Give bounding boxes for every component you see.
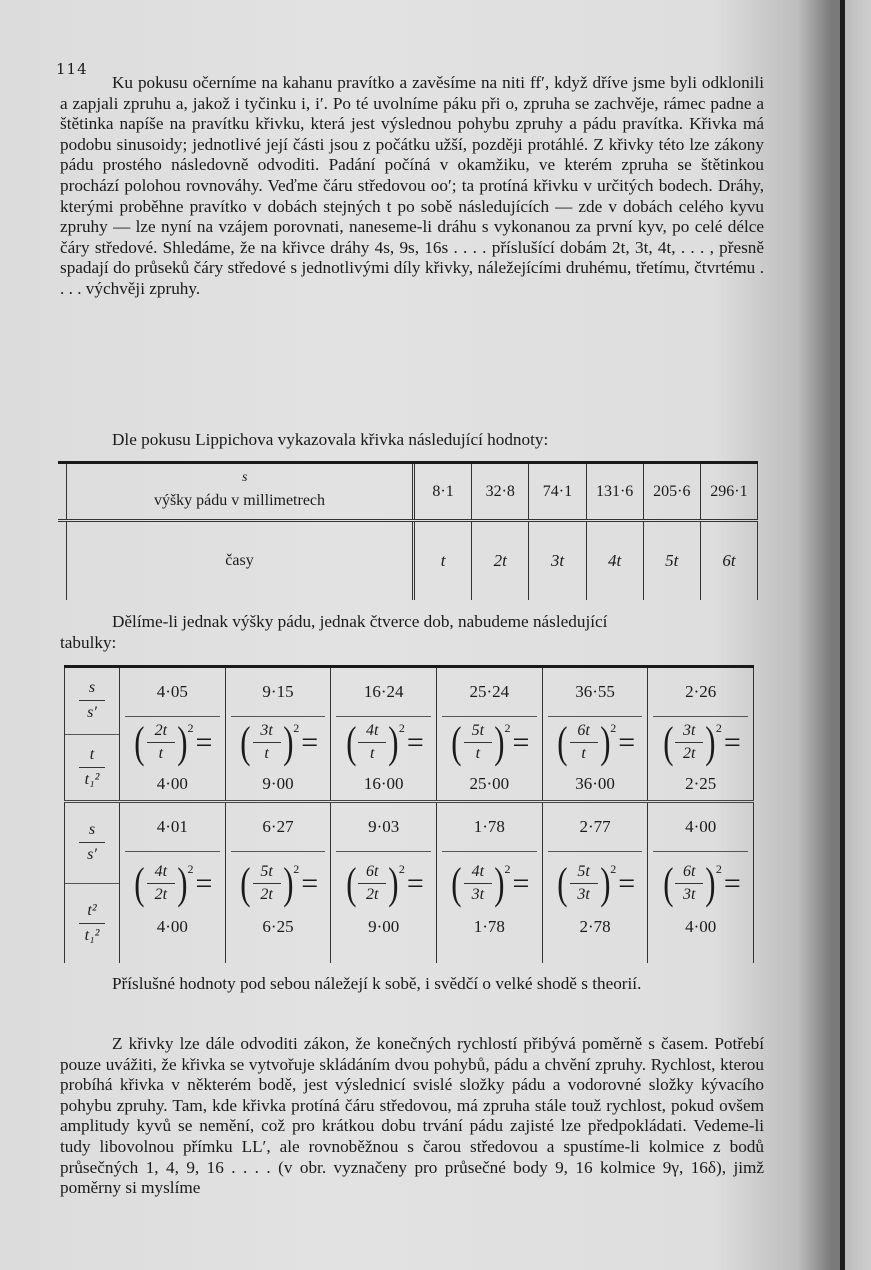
squared-fraction: ( 4t 2t ) 2 =	[134, 858, 213, 908]
fraction-denominator: s′	[87, 846, 97, 864]
squared-fraction: ( 4t t ) 2 =	[345, 717, 424, 767]
result-value: 2·78	[579, 917, 611, 936]
table-column	[648, 668, 754, 800]
result-value: 36·00	[575, 774, 615, 793]
ratio-value: 1·78	[442, 803, 537, 852]
paragraph-text: Z křivky lze dále odvoditi zákon, že konečných rychlostí přibývá poměrně s časem. Potřebí pouze uvážiti, že křivka se vytvořuje skládáním dvou pohybů, pádu a chvění zpruhy. Rychlost, kterou probíhá křivka v některém bodě, jest výslednicí svislé složky pádu a vodorovné složky kývacího pohybu zpruhy. Tam, kde křivka protíná čáru středovou, má zpruha stále touž rychlost, pokud ovšem amplitudy kyvů se nemění, což pro krátkou dobu trvání pádu zajisté lze předpokládati. Vedeme-li tudy libovolnou přímku LL′, ale rovnoběžnou s čarou středovou a spustíme-li kolmice z bodů průsečných 1, 4, 9, 16 . . . . (v obr. vyznačeny pro průsečné body 9, 16 kolmice 9γ, 16δ), jimž poměrny si myslíme	[60, 1034, 764, 1198]
table-block-1	[64, 668, 754, 800]
ratio-header	[65, 668, 119, 734]
paragraph-text: Dle pokusu Lippichova vykazovala křivka následující hodnoty:	[112, 430, 549, 449]
table-cell: 2t	[472, 522, 529, 600]
result-value: 4·00	[156, 774, 188, 793]
fraction-numerator: s	[88, 679, 96, 697]
table-column	[543, 668, 649, 800]
fraction-line	[79, 923, 105, 924]
fraction-denominator: s′	[87, 704, 97, 722]
result-value: 1·78	[473, 917, 505, 936]
paragraph-text: Dělíme-li jednak výšky pádu, jednak čtverce dob, nabudeme následující	[112, 612, 608, 631]
squared-fraction: ( 3t 2t ) 2 =	[662, 717, 741, 767]
table-row-times	[58, 519, 758, 600]
table-column	[120, 803, 226, 963]
table-column	[331, 803, 437, 963]
paragraph-text: tabulky:	[60, 632, 117, 652]
table1-intro	[60, 430, 764, 451]
fraction-denominator: t₁²	[84, 770, 100, 788]
table-column	[543, 803, 649, 963]
table-cell: t	[415, 522, 472, 600]
fraction-numerator: s	[88, 821, 96, 839]
result-value: 16·00	[363, 774, 404, 793]
adjacent-page-edge	[845, 0, 871, 1270]
ratio-value: 4·05	[125, 668, 220, 717]
symbol-s: s	[242, 470, 248, 485]
squared-fraction: ( 6t 2t ) 2 =	[345, 858, 424, 908]
table2-intro	[60, 612, 764, 653]
result-value: 4·00	[156, 917, 188, 936]
result-value: 2·25	[685, 774, 717, 793]
table-column	[648, 803, 754, 963]
squared-fraction: ( 6t 3t ) 2 =	[662, 858, 741, 908]
fraction-line	[79, 700, 105, 701]
ratio-table	[64, 665, 754, 963]
fraction-denominator: t₁²	[84, 926, 100, 944]
ratio-value: 2·26	[653, 668, 748, 717]
time-header	[65, 883, 119, 964]
result-value: 9·00	[262, 774, 294, 793]
result-value: 4·00	[685, 917, 717, 936]
fraction-numerator: t²	[87, 901, 97, 919]
squared-fraction: ( 3t t ) 2 =	[240, 717, 319, 767]
table-column	[437, 668, 543, 800]
paragraph-text: Ku pokusu očerníme na kahanu pravítko a zavěsíme na niti ff′, když dříve jsme byli odklonili a zapjali zpruhu a, jakož i tyčinku i, i′. Po té uvolníme páku při o, zpruha se zachvěje, rámec padne a štětinka napíše na pravítku křivku, která jest výslednou pohybu zpruhy a pádu pravítka. Křivka má podobu sinusoidy; jednotlivé její části jsou z počátku užší, později protáhlé. Z křivky této lze zákony pádu prostého následovně odvoditi. Padání počíná v okamžiku, ve kterém zpruha se štětinkou prochází polohou rovnováhy. Veďme čáru středovou oo′; ta protíná křivku v určitých bodech. Dráhy, kterými proběhne pravítko v dobách stejných t po sobě následujících — zde v dobách celého kyvu zpruhy — lze nyní na vzájem porovnati, naneseme-li dráhu s vykonanou za první kyv, po celé délce čáry středové. Shledáme, že na křivce dráhy 4s, 9s, 16s . . . . příslušící dobám 2t, 3t, 4t, . . . , přesně spadají do průseků čáry středové s jednotlivými díly křivky, náležejícími druhému, třetímu, čtvrtému . . . . výchvěji zpruhy.	[60, 73, 764, 298]
ratio-header	[65, 803, 119, 883]
body-paragraph-1	[60, 73, 764, 300]
block-header	[64, 803, 120, 963]
ratio-value: 6·27	[231, 803, 326, 852]
table-row-heights	[58, 464, 758, 519]
row-label-text: časy	[225, 552, 254, 569]
block-header	[64, 668, 120, 800]
body-paragraph-velocity	[60, 1034, 764, 1199]
table-cell: 6t	[701, 522, 758, 600]
result-value: 9·00	[368, 917, 400, 936]
squared-fraction: ( 2t t ) 2 =	[134, 717, 213, 767]
fraction-line	[79, 767, 105, 768]
time-header	[65, 734, 119, 801]
table-cell: 5t	[644, 522, 701, 600]
squared-fraction: ( 4t 3t ) 2 =	[451, 858, 530, 908]
table-cell: 131·6	[587, 464, 644, 519]
ratio-value: 2·77	[548, 803, 643, 852]
squared-fraction: ( 6t t ) 2 =	[557, 717, 636, 767]
ratio-value: 25·24	[442, 668, 537, 717]
body-paragraph-conclusion	[60, 974, 764, 995]
table-cell: 3t	[529, 522, 586, 600]
ratio-value: 9·03	[336, 803, 431, 852]
row-label	[66, 464, 415, 519]
table-cell: 74·1	[529, 464, 586, 519]
ratio-value: 36·55	[548, 668, 643, 717]
page-number: 114	[56, 60, 88, 78]
table-cell: 32·8	[472, 464, 529, 519]
table-cell: 4t	[587, 522, 644, 600]
fraction-numerator: t	[89, 745, 95, 763]
table-cell: 205·6	[644, 464, 701, 519]
table-column	[226, 668, 332, 800]
table-block-2	[64, 800, 754, 963]
result-value: 6·25	[262, 917, 294, 936]
row-label	[66, 522, 415, 600]
fraction-line	[79, 842, 105, 843]
squared-fraction: ( 5t 3t ) 2 =	[557, 858, 636, 908]
paragraph-text: Příslušné hodnoty pod sebou náležejí k sobě, i svědčí o velké shodě s theorií.	[112, 974, 642, 993]
table-column	[437, 803, 543, 963]
ratio-value: 9·15	[231, 668, 326, 717]
table-cell: 296·1	[701, 464, 758, 519]
table-column	[331, 668, 437, 800]
table-cell: 8·1	[415, 464, 472, 519]
result-value: 25·00	[469, 774, 510, 793]
squared-fraction: ( 5t 2t ) 2 =	[240, 858, 319, 908]
table-column	[226, 803, 332, 963]
squared-fraction: ( 5t t ) 2 =	[451, 717, 530, 767]
ratio-value: 16·24	[336, 668, 431, 717]
ratio-value: 4·01	[125, 803, 220, 852]
fall-height-table	[58, 461, 758, 600]
table-column	[120, 668, 226, 800]
row-label-text: výšky pádu v millimetrech	[153, 491, 326, 509]
ratio-value: 4·00	[653, 803, 748, 852]
